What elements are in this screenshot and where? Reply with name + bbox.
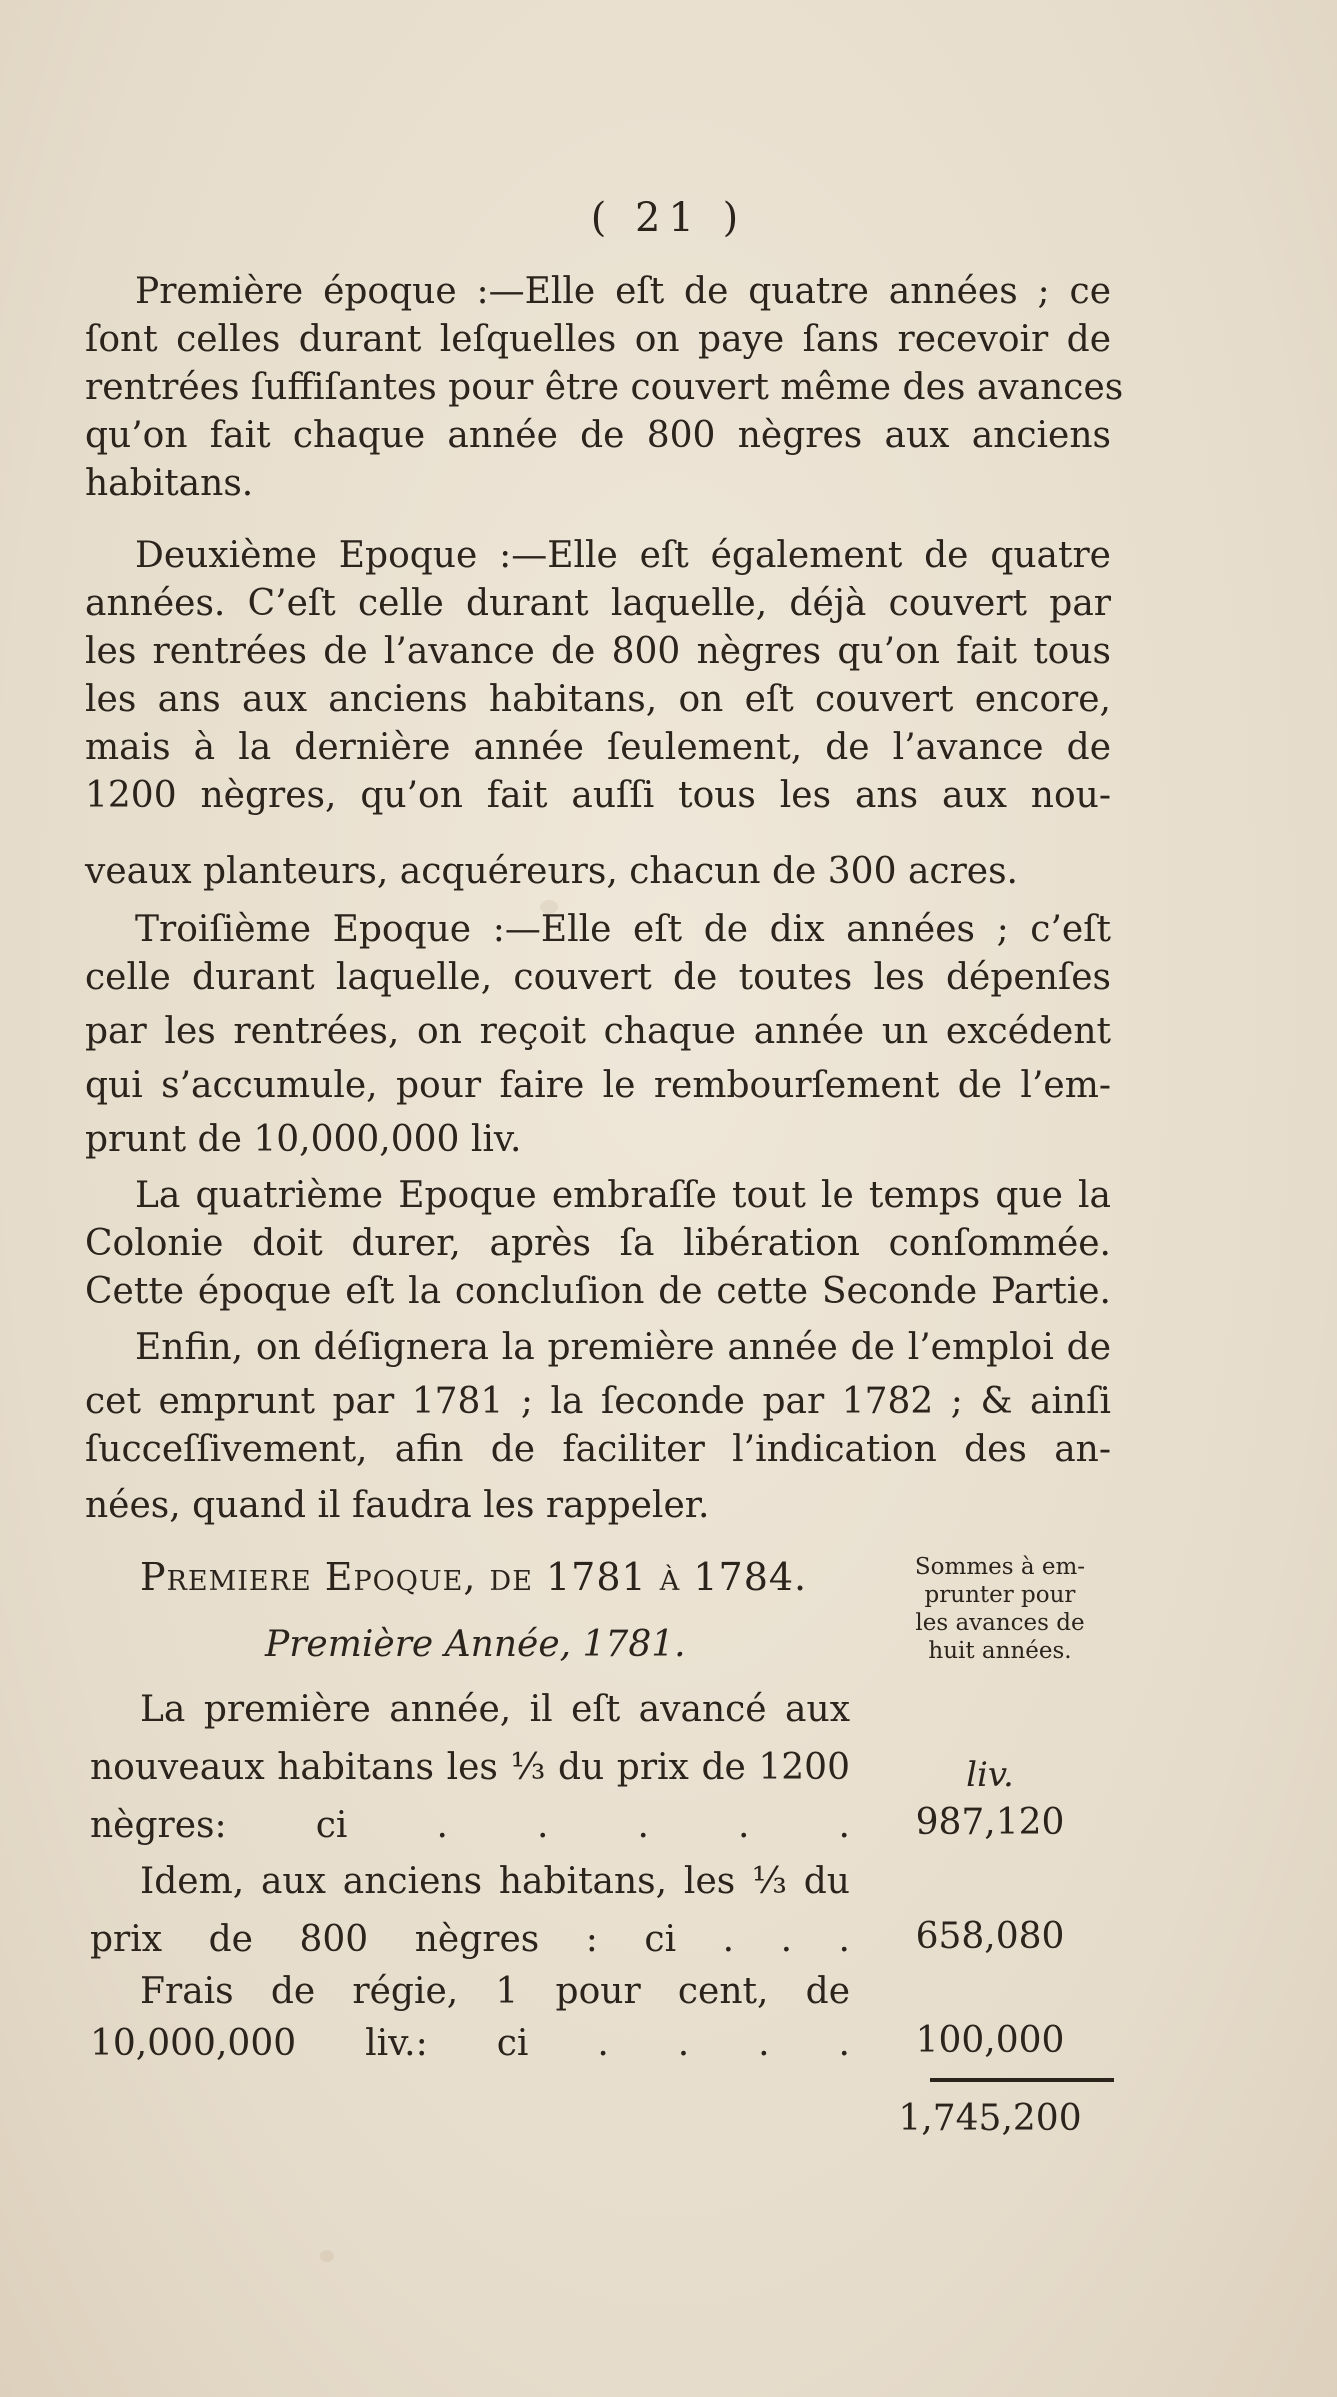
text-line: celle durant laquelle, couvert de toutes les dépenſes [85,957,1111,998]
sum-rule [930,2078,1114,2082]
text-line: prunt de 10,000,000 liv. [85,1119,522,1160]
text-line: les rentrées de l’avance de 800 nègres qu’on fait tous [85,631,1111,672]
entry-text-line: Idem, aux anciens habitans, les ⅓ du [140,1861,850,1902]
entry-amount: 658,080 [915,1916,1065,1957]
entry-text-line: nègres: ci . . . . . [90,1805,850,1846]
text-line: qu’on fait chaque année de 800 nègres aux anciens [85,415,1111,456]
entry-text-line: nouveaux habitans les ⅓ du prix de 1200 [90,1747,850,1788]
text-line: qui s’accumule, pour faire le rembourſement de l’em- [85,1065,1111,1106]
text-line: ſucceſſivement, afin de faciliter l’indication des an- [85,1429,1111,1470]
section-heading: Premiere Epoque, de 1781 à 1784. [140,1555,808,1599]
text-line: les ans aux anciens habitans, on eſt couvert encore, [85,679,1111,720]
text-line: Première époque :—Elle eſt de quatre années ; ce [135,271,1111,312]
text-line: rentrées ſuffiſantes pour être couvert même des avances [85,367,1124,408]
currency-unit: liv. [966,1755,1014,1795]
text-line: mais à la dernière année ſeulement, de l’avance de [85,727,1111,768]
text-line: La quatrième Epoque embraſſe tout le temps que la [135,1175,1111,1216]
text-line: Deuxième Epoque :—Elle eſt également de quatre [135,535,1111,576]
section-subheading: Première Année, 1781. [265,1624,686,1665]
side-note-line: les avances de [915,1610,1085,1636]
text-line: Cette époque eſt la concluſion de cette Seconde Partie. [85,1271,1111,1312]
side-note-line: prunter pour [924,1582,1076,1608]
side-note [884,1553,1116,1665]
text-line: 1200 nègres, qu’on fait auſſi tous les ans aux nou- [85,775,1111,816]
side-note-line: huit années. [928,1638,1072,1664]
paper-spot [320,2250,334,2262]
text-line: nées, quand il faudra les rappeler. [85,1485,710,1526]
page-number: ( 21 ) [590,195,747,241]
text-line: Troiſième Epoque :—Elle eſt de dix années ; c’eſt [135,909,1111,950]
entry-amount: 987,120 [915,1802,1065,1843]
text-line: cet emprunt par 1781 ; la ſeconde par 1782 ; & ainſi [85,1381,1111,1422]
entry-text-line: Frais de régie, 1 pour cent, de [140,1971,850,2012]
entry-amount: 100,000 [915,2020,1065,2061]
text-line: Enfin, on déſignera la première année de l’emploi de [135,1327,1111,1368]
text-line: habitans. [85,463,254,504]
text-line: Colonie doit durer, après ſa libération conſommée. [85,1223,1111,1264]
entry-text-line: prix de 800 nègres : ci . . . [90,1919,850,1960]
side-note-line: Sommes à em- [914,1554,1086,1580]
entry-text-line: La première année, il eſt avancé aux [140,1689,850,1730]
text-line: par les rentrées, on reçoit chaque année un excédent [85,1011,1111,1052]
text-line: années. C’eſt celle durant laquelle, déjà couvert par [85,583,1111,624]
total-amount: 1,745,200 [898,2098,1082,2139]
text-line: ſont celles durant leſquelles on paye ſans recevoir de [85,319,1111,360]
entry-text-line: 10,000,000 liv.: ci . . . . [90,2023,850,2064]
text-line: veaux planteurs, acquéreurs, chacun de 300 acres. [85,851,1018,892]
